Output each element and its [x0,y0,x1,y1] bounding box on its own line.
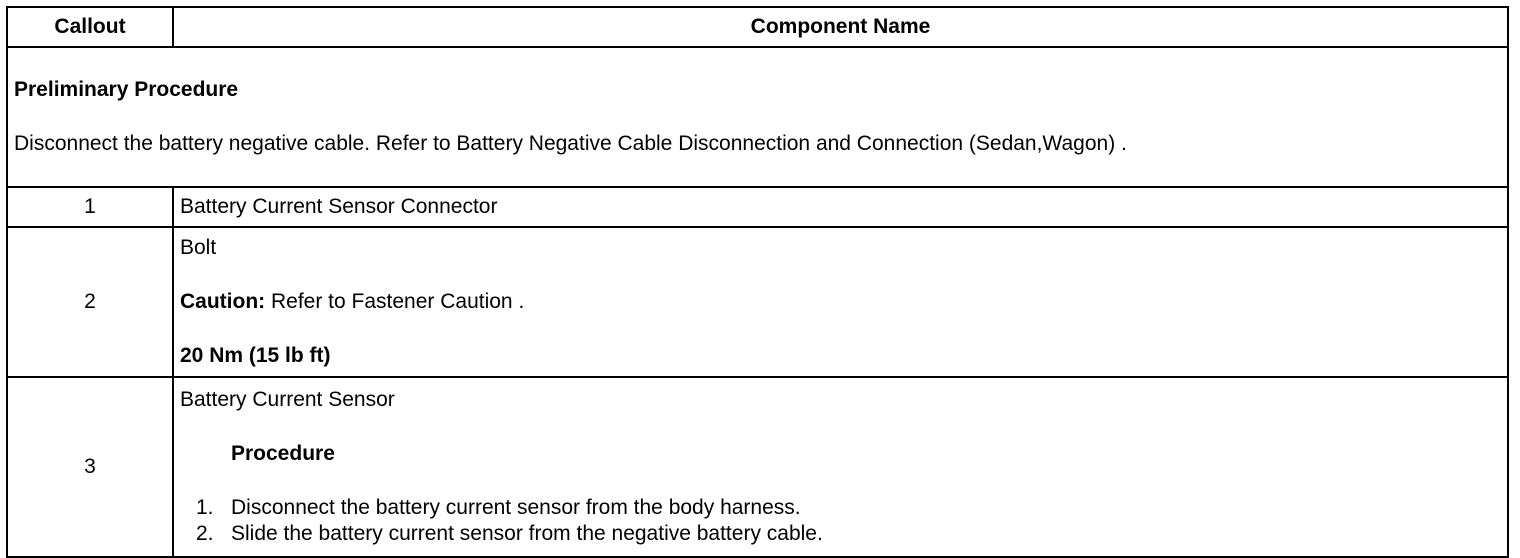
preliminary-cell [7,47,1508,187]
preliminary-text: Disconnect the battery negative cable. Refer to Battery Negative Cable Disconnection and Connection (Sedan,Wagon) . [14,132,1127,155]
step-number: 1. [196,496,214,519]
table-row [7,187,1508,227]
step-number: 2. [196,522,214,545]
table-header-row [7,7,1508,47]
torque-spec: 20 Nm (15 lb ft) [180,344,331,367]
component-cell [173,377,1508,557]
table-row [7,377,1508,557]
caution-line [180,289,1501,315]
preliminary-row [7,47,1508,187]
procedure-table [6,6,1509,558]
step-text: Slide the battery current sensor from the negative battery cable. [231,522,823,545]
component-name-header: Component Name [173,7,1508,47]
callout-cell: 3 [7,377,173,557]
caution-text: Refer to Fastener Caution . [265,290,525,313]
component-name: Bolt [180,236,217,259]
list-item [180,495,1501,521]
callout-cell: 2 [7,227,173,377]
procedure-steps [180,495,1501,547]
component-name: Battery Current Sensor [180,388,395,411]
table-row [7,227,1508,377]
list-item [180,521,1501,547]
step-text: Disconnect the battery current sensor from the body harness. [231,496,801,519]
preliminary-title: Preliminary Procedure [14,78,239,101]
component-cell: Battery Current Sensor Connector [173,187,1508,227]
component-cell [173,227,1508,377]
procedure-title: Procedure [231,442,335,465]
callout-header: Callout [7,7,173,47]
caution-label: Caution: [180,290,266,313]
callout-cell: 1 [7,187,173,227]
